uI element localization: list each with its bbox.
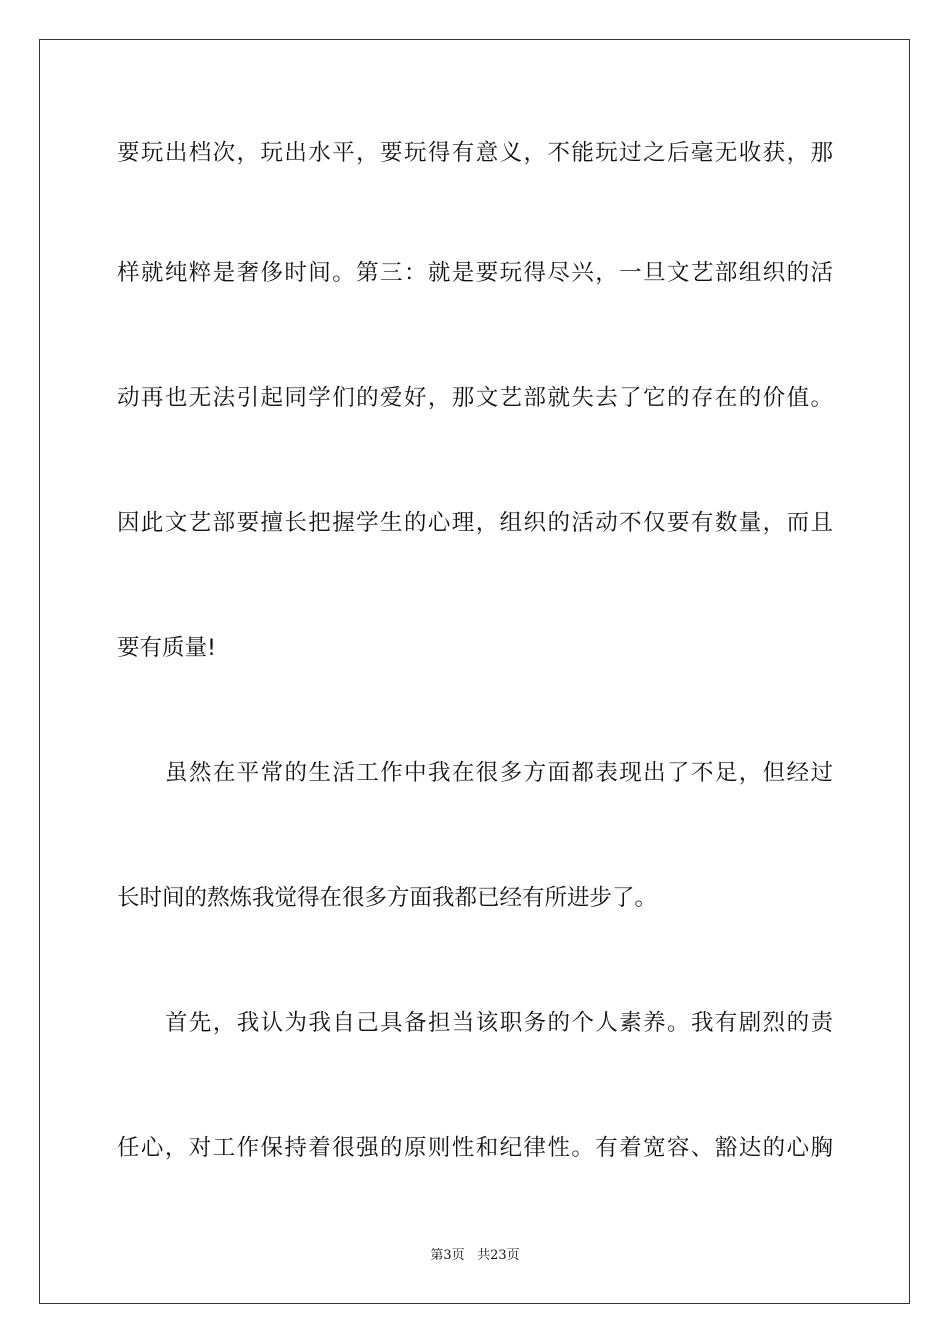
paragraph-2-line-2: 长时间的熬炼我觉得在很多方面我都已经有所进步了。 xyxy=(117,885,658,911)
text-line-2: 样就纯粹是奢侈时间。第三：就是要玩得尽兴，一旦文艺部组织的活 xyxy=(117,260,833,286)
page-border xyxy=(39,39,910,1304)
page-footer xyxy=(0,1247,950,1265)
paragraph-3-line-1: 首先，我认为我自己具备担当该职务的个人素养。我有剧烈的责 xyxy=(165,1010,833,1036)
text-line-4: 因此文艺部要擅长把握学生的心理，组织的活动不仅要有数量，而且 xyxy=(117,510,833,536)
text-line-1: 要玩出档次，玩出水平，要玩得有意义，不能玩过之后毫无收获，那 xyxy=(117,140,833,166)
paragraph-3-line-2: 任心，对工作保持着很强的原则性和纪律性。有着宽容、豁达的心胸 xyxy=(117,1135,833,1161)
total-pages-label: 共23页 xyxy=(477,1248,520,1263)
page-number-label: 第3页 xyxy=(430,1248,465,1263)
paragraph-2-line-1: 虽然在平常的生活工作中我在很多方面都表现出了不足，但经过 xyxy=(165,760,833,786)
text-line-3: 动再也无法引起同学们的爱好，那文艺部就失去了它的存在的价值。 xyxy=(117,385,833,411)
text-line-5: 要有质量! xyxy=(117,635,217,661)
